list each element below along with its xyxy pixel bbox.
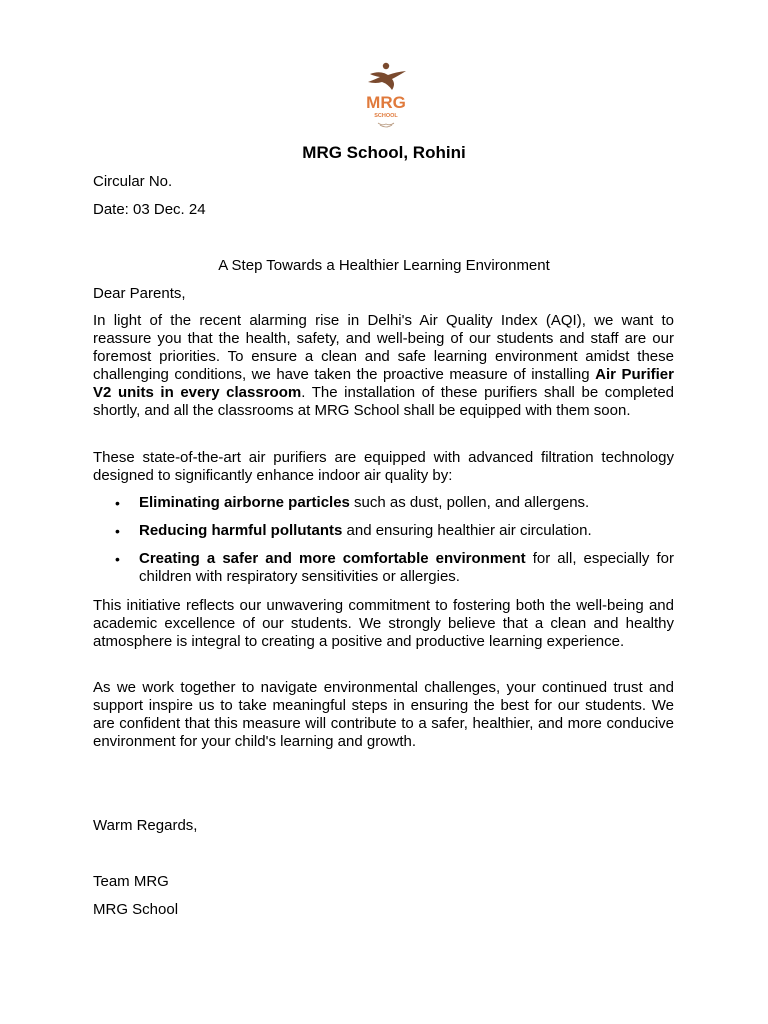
bullet-text: for all, especially for children with respiratory sensitivities or allergies. (139, 550, 674, 585)
paragraph-closing: As we work together to navigate environmental challenges, your continued trust and support inspire us to take meaningful steps in ensuring the best for our students. We are confident that this measure will contribute to a safer, healthier, and more conducive environment for your child's learning and growth. (93, 679, 674, 750)
paragraph-intro (93, 312, 674, 420)
running-figure-logo-icon (362, 62, 410, 130)
paragraph-intro-text: In light of the recent alarming rise in Delhi's Air Quality Index (AQI), we want to reassure you that the health, safety, and well-being of our students and staff are our foremost priorities. To ensure a clean and safe learning environment amidst these challenging conditions, we have taken the proactive measure of installing (93, 312, 674, 383)
bullet-bold-text: Eliminating airborne particles (139, 494, 350, 511)
bullet-bold-text: Reducing harmful pollutants (139, 522, 343, 539)
closing-remark: Warm Regards, (93, 817, 198, 834)
bullet-icon: • (115, 551, 120, 567)
bullet-bold-text: Creating a safer and more comfortable environment (139, 550, 526, 567)
paragraph-features: These state-of-the-art air purifiers are equipped with advanced filtration technology designed to significantly enhance indoor air quality by: (93, 449, 674, 484)
bullet-icon: • (115, 495, 120, 511)
bullet-text: and ensuring healthier air circulation. (342, 522, 592, 539)
list-item (93, 494, 674, 512)
list-item (93, 550, 674, 586)
subject-line: A Step Towards a Healthier Learning Environment (218, 257, 550, 274)
circular-date: Date: 03 Dec. 24 (93, 201, 206, 218)
bullet-icon: • (115, 523, 120, 539)
list-item (93, 522, 674, 540)
paragraph-intro-text-end: . The installation of these purifiers shall be completed shortly, and all the classrooms at MRG School shall be equipped with them soon. (93, 384, 674, 419)
page-title: MRG School, Rohini (302, 143, 466, 162)
benefits-list (93, 494, 674, 596)
school-logo (362, 62, 410, 130)
bullet-text: such as dust, pollen, and allergens. (349, 494, 590, 511)
salutation: Dear Parents, (93, 285, 186, 302)
paragraph-intro-highlight: Air Purifier V2 units in every classroom (93, 366, 674, 401)
paragraph-commitment: This initiative reflects our unwavering commitment to fostering both the well-being and academic excellence of our students. We strongly believe that a clean and healthy atmosphere is integral to creating a positive and productive learning experience. (93, 597, 674, 650)
logo-subtext: SCHOOL (374, 113, 398, 119)
circular-number: Circular No. (93, 173, 173, 190)
signature-school: MRG School (93, 901, 179, 918)
logo-text: MRG (366, 93, 406, 112)
signature-team: Team MRG (93, 873, 169, 890)
